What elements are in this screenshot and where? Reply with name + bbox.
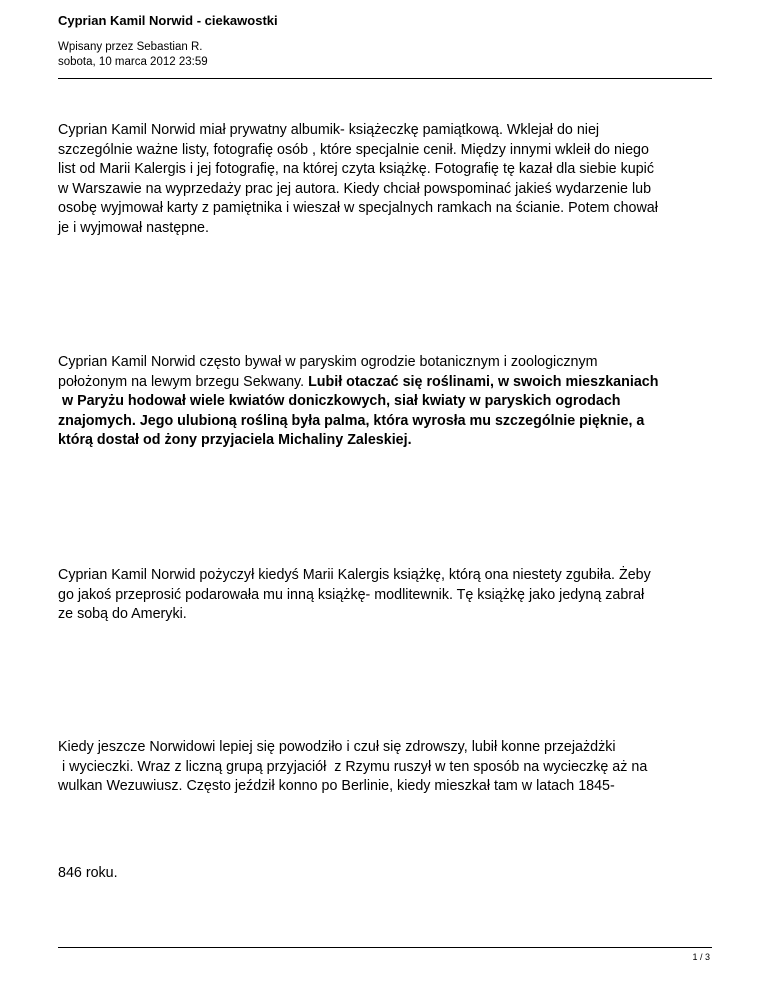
text-line: osobę wyjmował karty z pamiętnika i wieszał w specjalnych ramkach na ścianie. Potem chował xyxy=(58,200,658,217)
text-line: je i wyjmował następne. xyxy=(58,219,209,236)
text-line: Cyprian Kamil Norwid często bywał w paryskim ogrodzie botanicznym i zoologicznym xyxy=(58,354,598,370)
paragraph-album xyxy=(58,121,718,239)
text-line-bold: którą dostał od żony przyjaciela Michaliny Zaleskiej. xyxy=(58,432,412,449)
text-line: wulkan Wezuwiusz. Często jeździł konno po Berlinie, kiedy mieszkał tam w latach 1845- xyxy=(58,778,615,795)
text-line-bold: w Paryżu hodował wiele kwiatów doniczkowych, siał kwiaty w paryskich ogrodach xyxy=(58,393,621,410)
text-line: w Warszawie na wyprzedaży prac jej autora. Kiedy chciał powspominać jakieś wydarzenie lub xyxy=(58,180,652,197)
text-line: Kiedy jeszcze Norwidowi lepiej się powodziło i czuł się zdrowszy, lubił konne przejażdżki xyxy=(58,739,616,755)
paragraph-horse-rides xyxy=(58,738,718,797)
text-line: list od Marii Kalergis i jej fotografię, na której czyta książkę. Fotografię tę kazał dla siebie kupić xyxy=(58,161,654,178)
footer-divider xyxy=(58,947,712,948)
header-divider xyxy=(58,78,712,79)
paragraph-continuation xyxy=(58,864,718,884)
article-meta xyxy=(58,40,712,70)
document-title: Cyprian Kamil Norwid - ciekawostki xyxy=(58,13,278,28)
date-line: sobota, 10 marca 2012 23:59 xyxy=(58,56,208,68)
text-line-mixed xyxy=(58,373,718,393)
page-number: 1 / 3 xyxy=(692,952,710,962)
text-line: Cyprian Kamil Norwid pożyczył kiedyś Marii Kalergis książkę, którą ona niestety zgubiła. Żeby xyxy=(58,567,651,583)
paragraph-botanical-garden xyxy=(58,353,718,451)
document-header xyxy=(58,12,712,70)
text-bold: Lubił otaczać się roślinami, w swoich mieszkaniach xyxy=(308,373,659,390)
paragraph-prayer-book xyxy=(58,566,718,625)
text-normal: położonym na lewym brzegu Sekwany. xyxy=(58,373,309,390)
text-line: Cyprian Kamil Norwid miał prywatny albumik- książeczkę pamiątkową. Wklejał do niej xyxy=(58,122,600,138)
text-line: szczególnie ważne listy, fotografię osób , które specjalnie cenił. Między innymi wkleił do niego xyxy=(58,141,649,158)
text-line: i wycieczki. Wraz z liczną grupą przyjaciół z Rzymu ruszył w ten sposób na wycieczkę aż na xyxy=(58,758,648,775)
text-line: 846 roku. xyxy=(58,865,118,881)
author-line: Wpisany przez Sebastian R. xyxy=(58,41,203,53)
text-line: ze sobą do Ameryki. xyxy=(58,606,187,623)
text-line: go jakoś przeprosić podarowała mu inną książkę- modlitewnik. Tę książkę jako jedyną zabrał xyxy=(58,586,645,603)
text-line-bold: znajomych. Jego ulubioną rośliną była palma, która wyrosła mu szczególnie pięknie, a xyxy=(58,412,645,429)
